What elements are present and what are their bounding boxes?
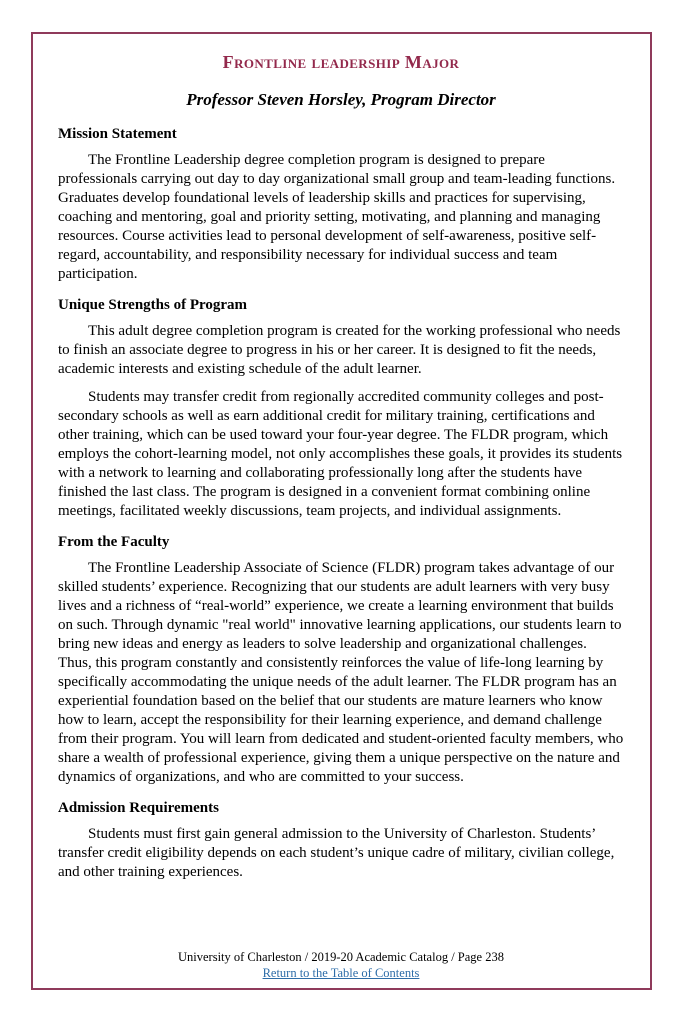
program-director-subtitle: Professor Steven Horsley, Program Director: [186, 90, 496, 109]
paragraph: This adult degree completion program is created for the working professional who needs to finish an associate degree to progress in his or her career. It is designed to fit the needs, academic interests and existing schedule of the adult learner.: [58, 323, 625, 377]
paragraph: Students must first gain general admission to the University of Charleston. Students’ transfer credit eligibility depends on each student’s unique cadre of military, civilian college, and other training experiences.: [58, 826, 619, 880]
section-mission-statement: [58, 126, 624, 284]
section-from-the-faculty: [58, 534, 628, 787]
section-heading: Admission Requirements: [58, 800, 219, 816]
page-title: Frontline leadership Major: [222, 52, 460, 72]
section-admission-requirements: [58, 800, 624, 882]
paragraph: The Frontline Leadership degree completion program is designed to prepare professionals carrying out day to day organizational small group and team-leading functions. Graduates develop foundational levels of leadership skills and practices for supervising, coaching and mentoring, goal and priority setting, motivating, and planning and managing resources. Course activities lead to personal development of self-awareness, positive self-regard, accountability, and responsibility necessary for individual success and team participation.: [58, 152, 623, 282]
section-heading: Unique Strengths of Program: [58, 297, 248, 313]
section-heading: From the Faculty: [58, 534, 170, 550]
page-frame: [31, 32, 652, 990]
paragraph: The Frontline Leadership Associate of Science (FLDR) program takes advantage of our skilled students’ experience. Recognizing that our students are adult learners with very busy lives and a richness of “real-world” experience, we create a learning environment that builds on such. Through dynamic "real world" innovative learning applications, our students learn to bring new ideas and energy as leaders to solve leadership and organizational challenges. Thus, this program constantly and consistently reinforces the value of life-long learning by specifically accommodating the unique needs of the adult learner. The FLDR program has an experiential foundation based on the belief that our students are mature learners who know how to learn, accept the responsibility for their learning experience, and demand challenge from their program. You will learn from dedicated and student-oriented faculty members, who share a wealth of professional experience, giving them a unique perspective on the nature and dynamics of organizations, and who are committed to your success.: [58, 560, 628, 785]
page-footer: [58, 949, 624, 983]
footer-info: University of Charleston / 2019-20 Academic Catalog / Page 238: [178, 950, 504, 964]
document-content: [58, 50, 628, 949]
section-heading: Mission Statement: [58, 126, 177, 142]
paragraph: Students may transfer credit from regionally accredited community colleges and post-secondary schools as well as earn additional credit for military training, certifications and other training, which can be used toward your four-year degree. The FLDR program, which employs the cohort-learning model, not only accomplishes these goals, it provides its students with a network to learning and collaborating professionally long after the students have finished the last class. The program is designed in a convenient format combining online meetings, facilitated weekly discussions, team projects, and individual assignments.: [58, 389, 626, 519]
table-of-contents-link[interactable]: Return to the Table of Contents: [262, 966, 420, 980]
section-unique-strengths: [58, 297, 624, 521]
